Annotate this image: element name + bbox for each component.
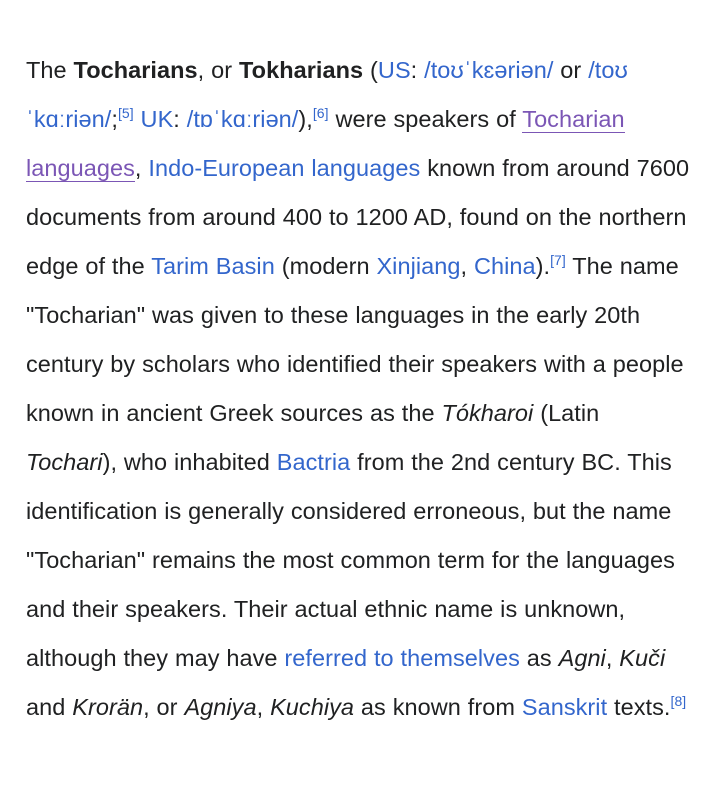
- text-fragment: known from around 7600 documents from around 400 to 1200 AD, found on the northern edge of the: [26, 154, 690, 279]
- link-us-pronunciation-key[interactable]: US: [377, 56, 411, 83]
- link-sanskrit[interactable]: Sanskrit: [521, 693, 608, 720]
- italic-term-tokharoi: Tókharoi: [441, 399, 534, 426]
- text-fragment: ),: [298, 105, 313, 132]
- italic-term-tochari: Tochari: [26, 448, 103, 475]
- link-bactria[interactable]: Bactria: [276, 448, 351, 475]
- text-fragment: ).: [535, 252, 551, 279]
- text-fragment: ,: [605, 644, 620, 671]
- text-fragment: were speakers of: [328, 105, 523, 132]
- link-xinjiang[interactable]: Xinjiang: [376, 252, 461, 279]
- reference-marker-5[interactable]: [118, 105, 134, 121]
- text-fragment: The: [26, 56, 74, 83]
- link-uk-ipa[interactable]: /tɒˈkɑːriən/: [186, 105, 299, 132]
- link-indo-european-languages[interactable]: Indo-European languages: [148, 154, 421, 181]
- link-china[interactable]: China: [473, 252, 536, 279]
- text-fragment: , or: [143, 693, 185, 720]
- text-fragment: ,: [134, 154, 149, 181]
- text-fragment: (modern: [274, 252, 377, 279]
- italic-term-agniya: Agniya: [184, 693, 257, 720]
- text-fragment: and: [26, 693, 73, 720]
- text-fragment: as: [519, 644, 559, 671]
- link-referred-to-themselves[interactable]: referred to themselves: [284, 644, 520, 671]
- reference-marker-8[interactable]: [671, 693, 687, 709]
- link-tarim-basin[interactable]: Tarim Basin: [151, 252, 275, 279]
- text-fragment: from the 2nd century BC. This identification is generally considered erroneous, but the name "Tocharian" remains the most common term for the languages and their speakers. Their actual ethnic name is unknown, although they may have: [26, 448, 675, 671]
- italic-term-kroran: Krorän: [72, 693, 144, 720]
- reference-link-6[interactable]: [6]: [312, 104, 329, 121]
- text-fragment: ,: [460, 252, 474, 279]
- italic-term-kuci: Kuči: [619, 644, 666, 671]
- link-uk-pronunciation-key[interactable]: UK: [140, 105, 174, 132]
- bold-term-tokharians: Tokharians: [239, 56, 364, 83]
- reference-link-8[interactable]: [8]: [670, 692, 687, 709]
- text-fragment: or: [553, 56, 589, 83]
- text-fragment: (: [363, 56, 378, 83]
- text-fragment: The name "Tocharian" was given to these languages in the early 20th century by scholars who identified their speakers with a people known in ancient Greek sources as the: [26, 252, 684, 426]
- link-tocharian-languages[interactable]: Tocharian languages: [26, 105, 625, 181]
- text-fragment: :: [173, 105, 187, 132]
- text-fragment: [134, 106, 141, 132]
- text-fragment: ), who inhabited: [102, 448, 277, 475]
- italic-term-kuchiya: Kuchiya: [270, 693, 355, 720]
- text-fragment: ;: [111, 105, 118, 132]
- lead-paragraph: [26, 46, 696, 732]
- italic-term-agni: Agni: [558, 644, 606, 671]
- reference-marker-6[interactable]: [313, 105, 329, 121]
- text-fragment: (Latin: [533, 399, 600, 426]
- text-fragment: :: [410, 56, 425, 83]
- reference-link-5[interactable]: [5]: [117, 104, 134, 121]
- text-fragment: as known from: [354, 693, 522, 720]
- reference-marker-7[interactable]: [550, 252, 566, 268]
- bold-term-tocharians: Tocharians: [73, 56, 198, 83]
- text-fragment: texts.: [607, 693, 671, 720]
- text-fragment: ,: [256, 693, 271, 720]
- link-us-ipa-secondary[interactable]: /toʊˈkɑːriən/: [26, 56, 628, 132]
- text-fragment: , or: [197, 56, 240, 83]
- reference-link-7[interactable]: [7]: [550, 251, 566, 268]
- link-us-ipa-primary[interactable]: /toʊˈkɛəriən/: [424, 56, 554, 83]
